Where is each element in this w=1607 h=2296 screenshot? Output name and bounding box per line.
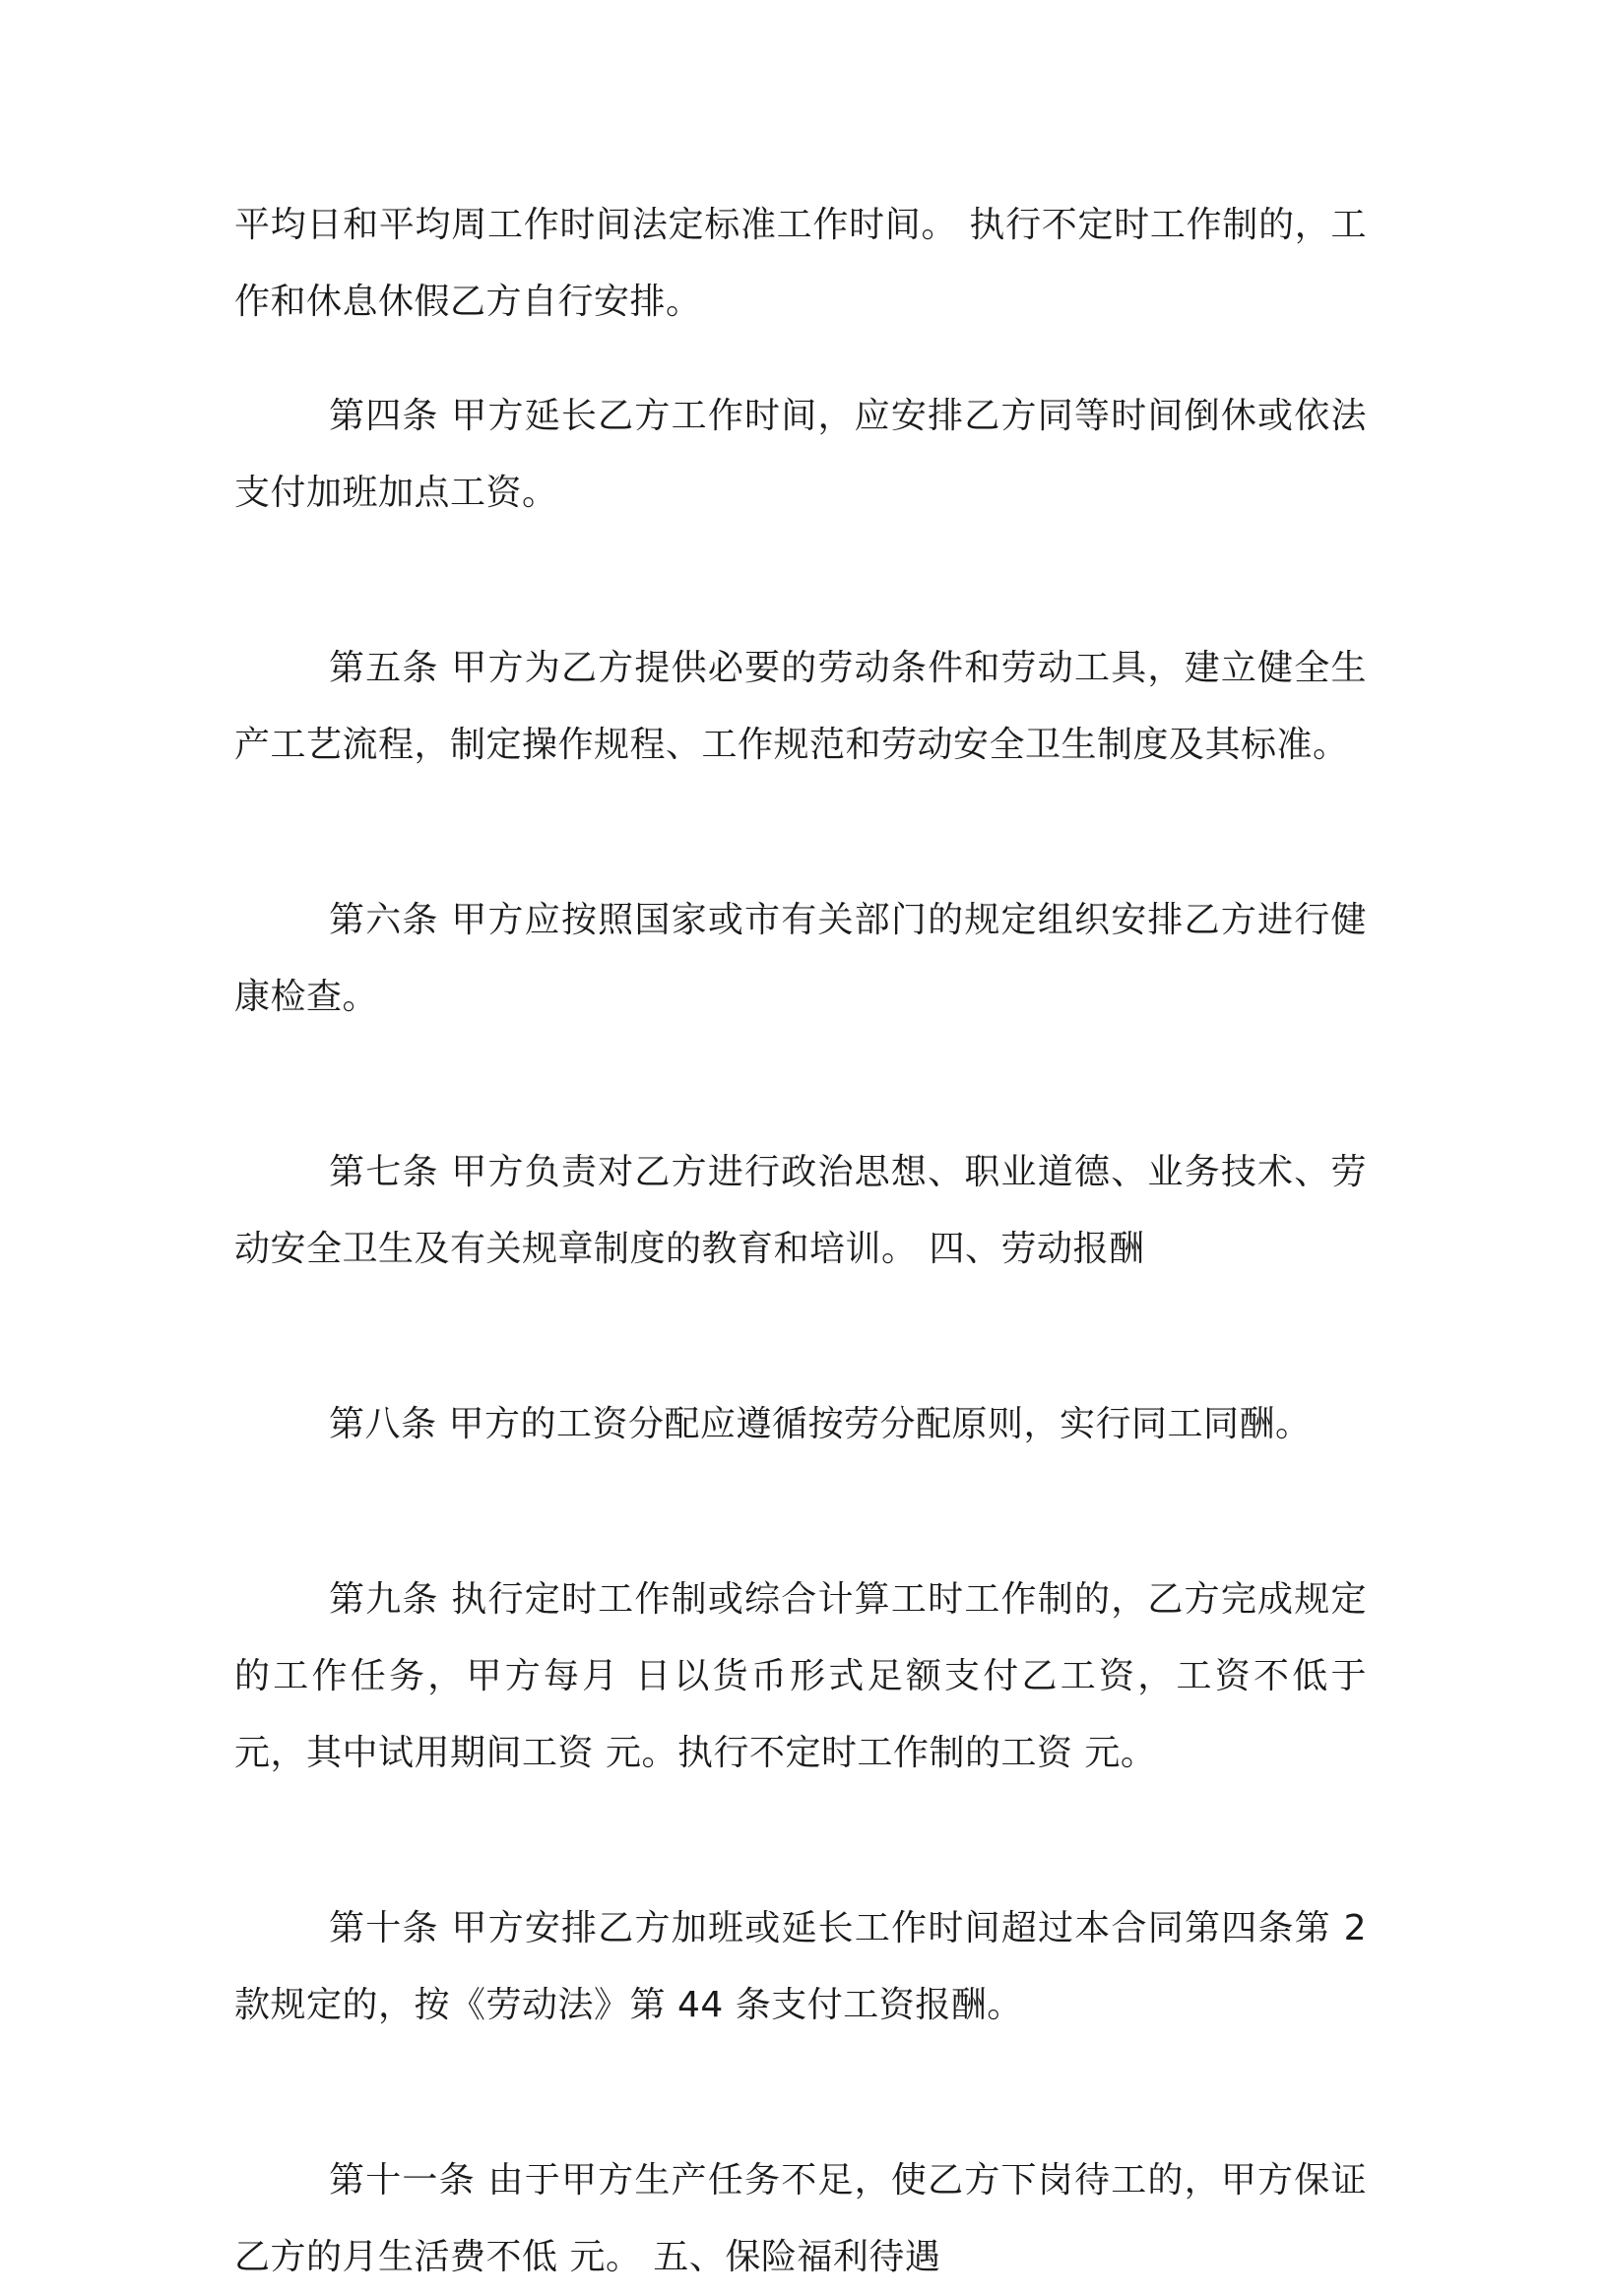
- paragraph-article-9: 第九条 执行定时工作制或综合计算工时工作制的，乙方完成规定的工作任务，甲方每月 日以货币形式足额支付乙工资，工资不低于 元，其中试用期间工资 元。执行不定时工作制的工资 元。: [234, 1579, 1367, 1773]
- paragraph-article-10: 第十条 甲方安排乙方加班或延长工作时间超过本合同第四条第 2 款规定的，按《劳动法》第 44 条支付工资报酬。: [234, 1908, 1367, 2025]
- paragraph-article-6: 第六条 甲方应按照国家或市有关部门的规定组织安排乙方进行健康检查。: [234, 900, 1367, 1017]
- paragraph-continuation: 平均日和平均周工作时间法定标准工作时间。 执行不定时工作制的，工作和休息休假乙方自行安排。: [234, 205, 1367, 322]
- paragraph-article-11: 第十一条 由于甲方生产任务不足，使乙方下岗待工的，甲方保证乙方的月生活费不低 元。 五、保险福利待遇: [234, 2160, 1367, 2277]
- paragraph-article-8: 第八条 甲方的工资分配应遵循按劳分配原则，实行同工同酬。: [329, 1404, 1312, 1444]
- paragraph-article-7: 第七条 甲方负责对乙方进行政治思想、职业道德、业务技术、劳动安全卫生及有关规章制度的教育和培训。 四、劳动报酬: [234, 1152, 1367, 1269]
- paragraph-article-4: 第四条 甲方延长乙方工作时间，应安排乙方同等时间倒休或依法支付加班加点工资。: [234, 396, 1367, 513]
- paragraph-article-5: 第五条 甲方为乙方提供必要的劳动条件和劳动工具，建立健全生产工艺流程，制定操作规程、工作规范和劳动安全卫生制度及其标准。: [234, 648, 1367, 765]
- document-body: [234, 187, 1367, 2296]
